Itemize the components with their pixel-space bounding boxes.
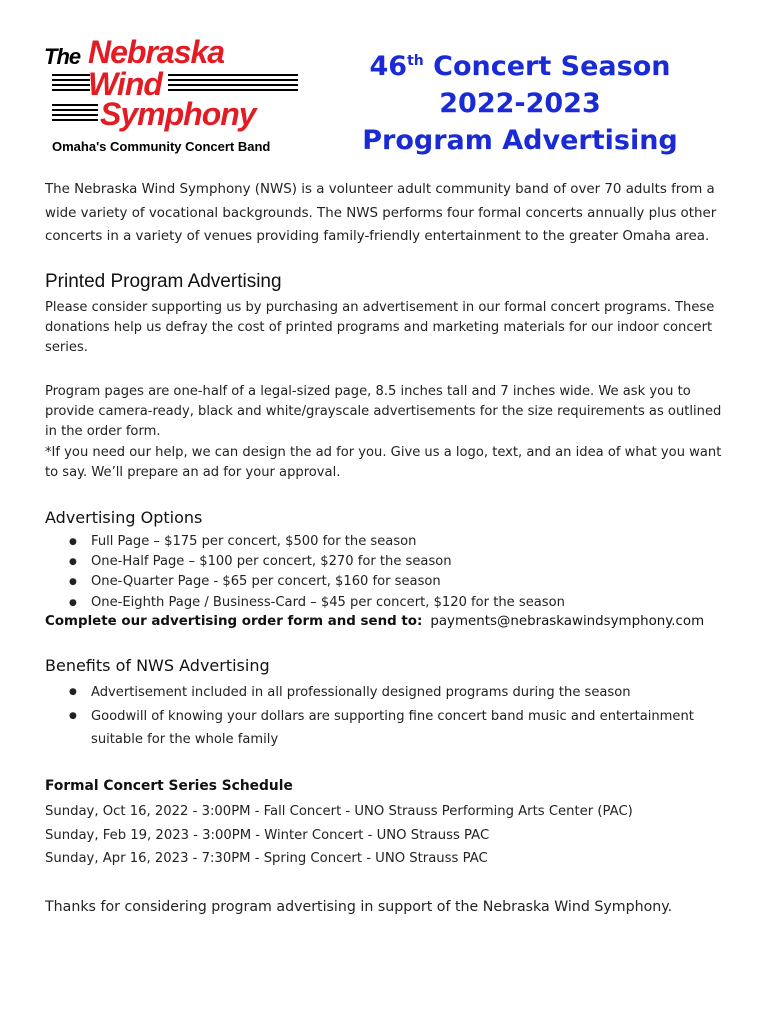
list-item: ● Full Page – $175 per concert, $500 for the season: [45, 532, 735, 552]
list-item: ● One-Eighth Page / Business-Card – $45 per concert, $120 for the season: [45, 593, 735, 613]
list-item: ● Advertisement included in all professionally designed programs during the season: [45, 681, 735, 705]
list-item: ● One-Half Page – $100 per concert, $270 for the season: [45, 552, 735, 572]
season-label: Concert Season: [423, 51, 671, 82]
schedule-heading: Formal Concert Series Schedule: [45, 778, 293, 794]
printed-para-1: Please consider supporting us by purchasing an advertisement in our formal concert programs. These donations help us defray the cost of printed programs and marketing materials for our indoor concert series.: [45, 300, 715, 356]
logo-stripes-left: [52, 74, 90, 98]
title-line-1: [360, 48, 680, 85]
title-line-2: 2022-2023: [439, 88, 601, 119]
logo-tagline: Omaha's Community Concert Band: [52, 139, 271, 154]
nws-logo: [44, 36, 314, 158]
intro-paragraph: The Nebraska Wind Symphony (NWS) is a volunteer adult community band of over 70 adults from a wide variety of vocational backgrounds. The NWS performs four formal concerts annually plus other concerts in a variety of venues providing family-friendly entertainment to the greater Omaha area.: [45, 182, 717, 244]
season-suffix: th: [407, 53, 424, 69]
options-list: [45, 532, 735, 613]
thanks-line: Thanks for considering program advertising in support of the Nebraska Wind Symphony.: [45, 899, 673, 915]
title-line-3: Program Advertising: [362, 125, 678, 156]
benefits-list: [45, 681, 735, 752]
logo-the: The: [44, 44, 81, 69]
logo-stripes-right: [168, 74, 298, 98]
list-item: ● One-Quarter Page - $65 per concert, $160 for season: [45, 572, 735, 592]
printed-para-3: *If you need our help, we can design the ad for you. Give us a logo, text, and an idea of what you want to say. We’ll prepare an ad for your approval.: [45, 445, 722, 481]
logo-wind: Wind: [88, 66, 162, 102]
page-title: [360, 48, 680, 159]
send-label: Complete our advertising order form and send to:: [45, 614, 423, 629]
logo-stripes-lower: [52, 104, 98, 128]
benefits-heading: Benefits of NWS Advertising: [45, 656, 270, 675]
list-item: ● Goodwill of knowing your dollars are supporting fine concert band music and entertainment suitable for the whole family: [45, 705, 735, 752]
send-email-link[interactable]: payments@nebraskawindsymphony.com: [430, 614, 705, 629]
list-item: Sunday, Oct 16, 2022 - 3:00PM - Fall Concert - UNO Strauss Performing Arts Center (PAC): [45, 804, 633, 819]
list-item: Sunday, Feb 19, 2023 - 3:00PM - Winter Concert - UNO Strauss PAC: [45, 827, 490, 843]
schedule-list: [45, 800, 633, 871]
options-heading: Advertising Options: [45, 508, 203, 527]
list-item: Sunday, Apr 16, 2023 - 7:30PM - Spring Concert - UNO Strauss PAC: [45, 851, 488, 867]
send-line: [45, 614, 704, 629]
season-number: 46: [369, 51, 408, 82]
printed-para-2: Program pages are one-half of a legal-sized page, 8.5 inches tall and 7 inches wide. We ask you to provide camera-ready, black and white/grayscale advertisements for the size requirements as outlined in the order form.: [45, 384, 722, 440]
logo-symphony: Symphony: [100, 96, 256, 132]
printed-heading: Printed Program Advertising: [45, 271, 282, 292]
logo-nebraska: Nebraska: [88, 34, 225, 70]
